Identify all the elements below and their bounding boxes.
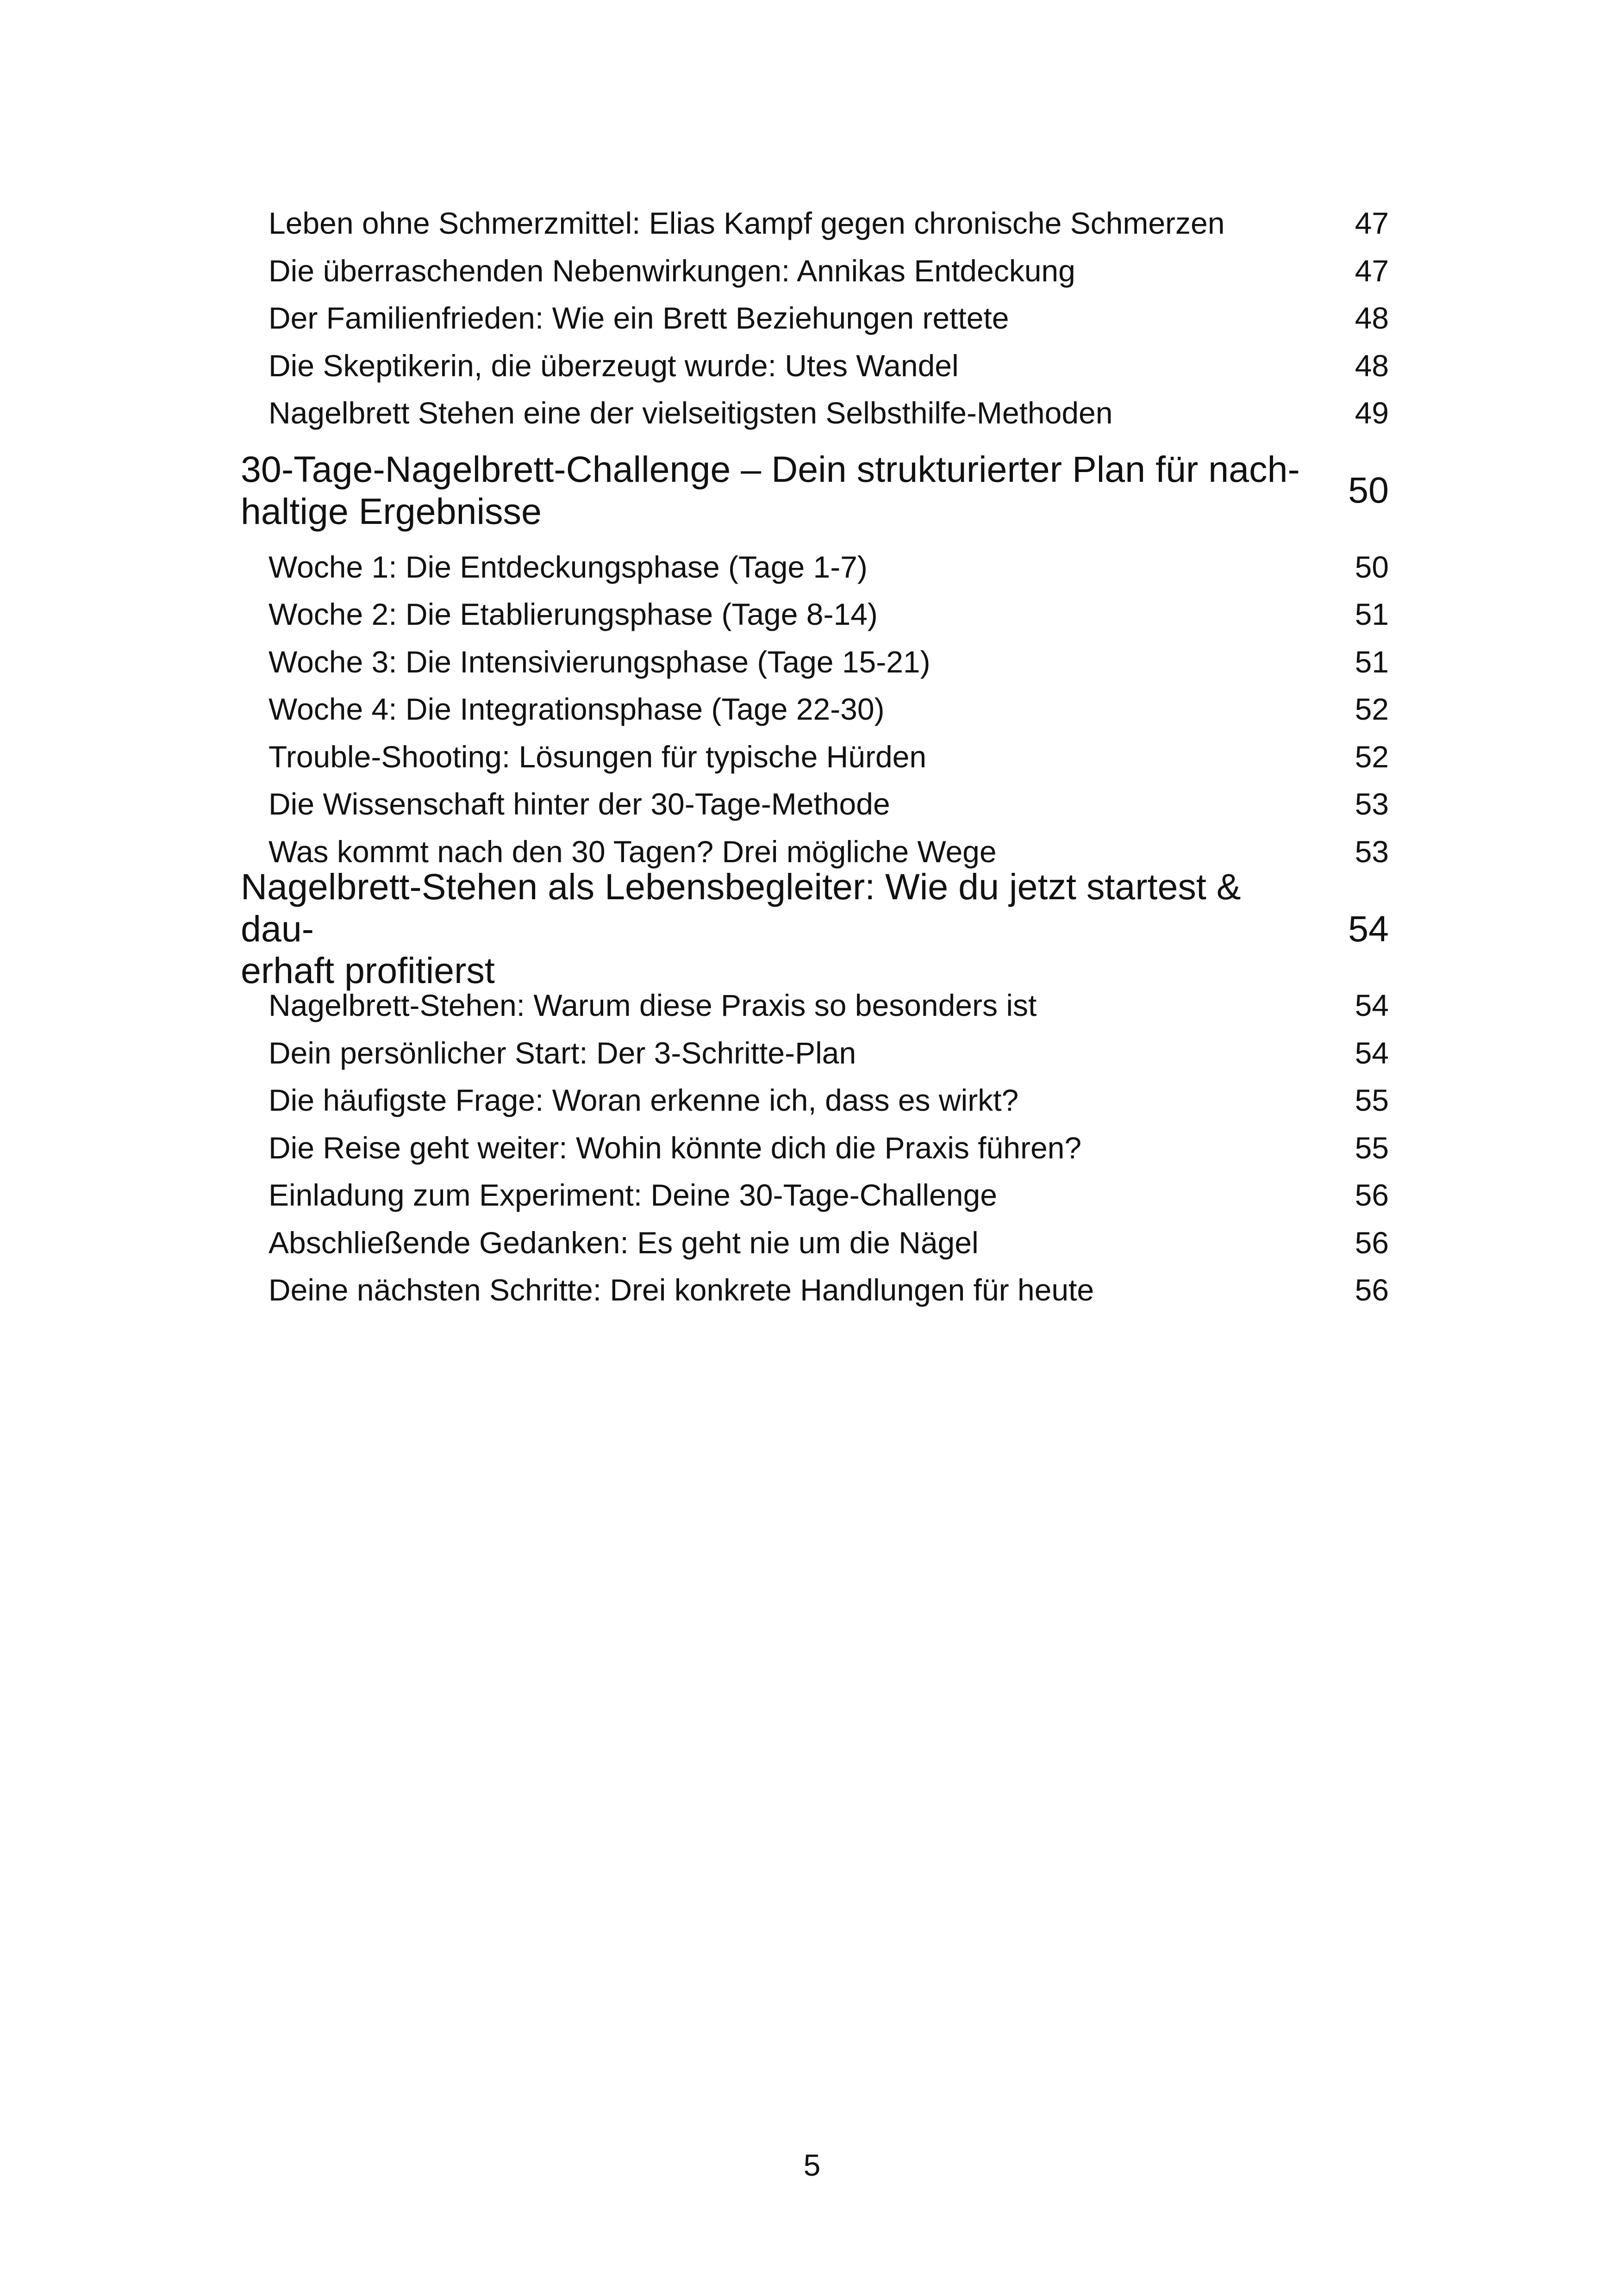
toc-entry[interactable] [241,734,1389,781]
toc-entry-title: Der Familienfrieden: Wie ein Brett Beziehungen rettete [269,301,1009,336]
toc-chapter-page: 54 [1348,908,1389,949]
toc-entry-title: Woche 3: Die Intensivierungsphase (Tage 15-21) [269,644,931,679]
toc-entry-page: 53 [1355,834,1389,869]
toc-entry-title: Die Wissenschaft hinter der 30-Tage-Methode [269,787,890,821]
toc-entry-page: 54 [1355,1035,1389,1070]
toc-chapter-entry[interactable] [241,865,1389,991]
toc-entry[interactable] [241,248,1389,295]
toc-chapter-entry[interactable] [241,437,1389,544]
toc-entry-page: 51 [1355,597,1389,632]
toc-entry-page: 56 [1355,1273,1389,1307]
toc-entry-page: 51 [1355,644,1389,679]
toc-entry-page: 50 [1355,549,1389,584]
toc-entry[interactable] [241,544,1389,591]
toc-entry-title: Trouble-Shooting: Lösungen für typische Hürden [269,739,927,774]
toc-entry-title: Deine nächsten Schritte: Drei konkrete Handlungen für heute [269,1273,1094,1307]
toc-entry[interactable] [241,639,1389,686]
toc-entry-title: Die Reise geht weiter: Wohin könnte dich die Praxis führen? [269,1130,1082,1165]
toc-chapter-title: Nagelbrett-Stehen als Lebensbegleiter: Wie du jetzt startest & dau- erhaft profitierst [241,865,1241,991]
toc-entry-title: Woche 1: Die Entdeckungsphase (Tage 1-7) [269,549,868,584]
toc-entry-title: Was kommt nach den 30 Tagen? Drei mögliche Wege [269,834,997,869]
toc-entry[interactable] [241,342,1389,390]
toc-entry[interactable] [241,982,1389,1030]
toc-entry[interactable] [241,1172,1389,1220]
toc-entry-title: Dein persönlicher Start: Der 3-Schritte-Plan [269,1035,856,1070]
toc-entry[interactable] [241,591,1389,639]
toc-entry-title: Die überraschenden Nebenwirkungen: Annikas Entdeckung [269,253,1075,288]
toc-entry-title: Nagelbrett Stehen eine der vielseitigsten Selbsthilfe-Methoden [269,396,1113,430]
toc-entry-page: 48 [1355,301,1389,336]
toc-entry[interactable] [241,295,1389,342]
page-number: 5 [803,2148,821,2182]
toc-entry-page: 52 [1355,692,1389,727]
toc-entry-title: Nagelbrett-Stehen: Warum diese Praxis so besonders ist [269,988,1037,1023]
toc-entry[interactable] [241,686,1389,734]
toc-chapter-title: 30-Tage-Nagelbrett-Challenge – Dein strukturierter Plan für nach- haltige Ergebnisse [241,448,1300,532]
toc-entry-page: 47 [1355,206,1389,241]
toc-entry-page: 53 [1355,787,1389,821]
toc-chapter-page: 50 [1348,469,1389,511]
toc-entry[interactable] [241,1267,1389,1314]
toc-entry[interactable] [241,1125,1389,1172]
toc-entry-title: Die häufigste Frage: Woran erkenne ich, dass es wirkt? [269,1083,1019,1118]
toc-entry-page: 56 [1355,1178,1389,1213]
toc-entry-title: Woche 2: Die Etablierungsphase (Tage 8-14) [269,597,878,632]
toc-entry-page: 47 [1355,253,1389,288]
toc-entry-page: 55 [1355,1130,1389,1165]
toc-entry-title: Leben ohne Schmerzmittel: Elias Kampf gegen chronische Schmerzen [269,206,1225,241]
toc-entry-page: 52 [1355,739,1389,774]
toc-entry[interactable] [241,1220,1389,1267]
toc-entry-page: 55 [1355,1083,1389,1118]
toc-entry-page: 48 [1355,348,1389,383]
toc-entry[interactable] [241,1030,1389,1077]
toc-entry-page: 49 [1355,396,1389,430]
toc-entry-title: Woche 4: Die Integrationsphase (Tage 22-30) [269,692,885,727]
toc-entry[interactable] [241,1077,1389,1125]
toc-entry[interactable] [241,200,1389,248]
toc-entry[interactable] [241,390,1389,437]
toc-entry-page: 54 [1355,988,1389,1023]
toc-entry-title: Abschließende Gedanken: Es geht nie um die Nägel [269,1225,979,1260]
toc-entry-title: Die Skeptikerin, die überzeugt wurde: Utes Wandel [269,348,959,383]
toc-entry-title: Einladung zum Experiment: Deine 30-Tage-Challenge [269,1178,997,1213]
toc-entry-page: 56 [1355,1225,1389,1260]
toc-entry[interactable] [241,781,1389,828]
table-of-contents [241,200,1389,1314]
